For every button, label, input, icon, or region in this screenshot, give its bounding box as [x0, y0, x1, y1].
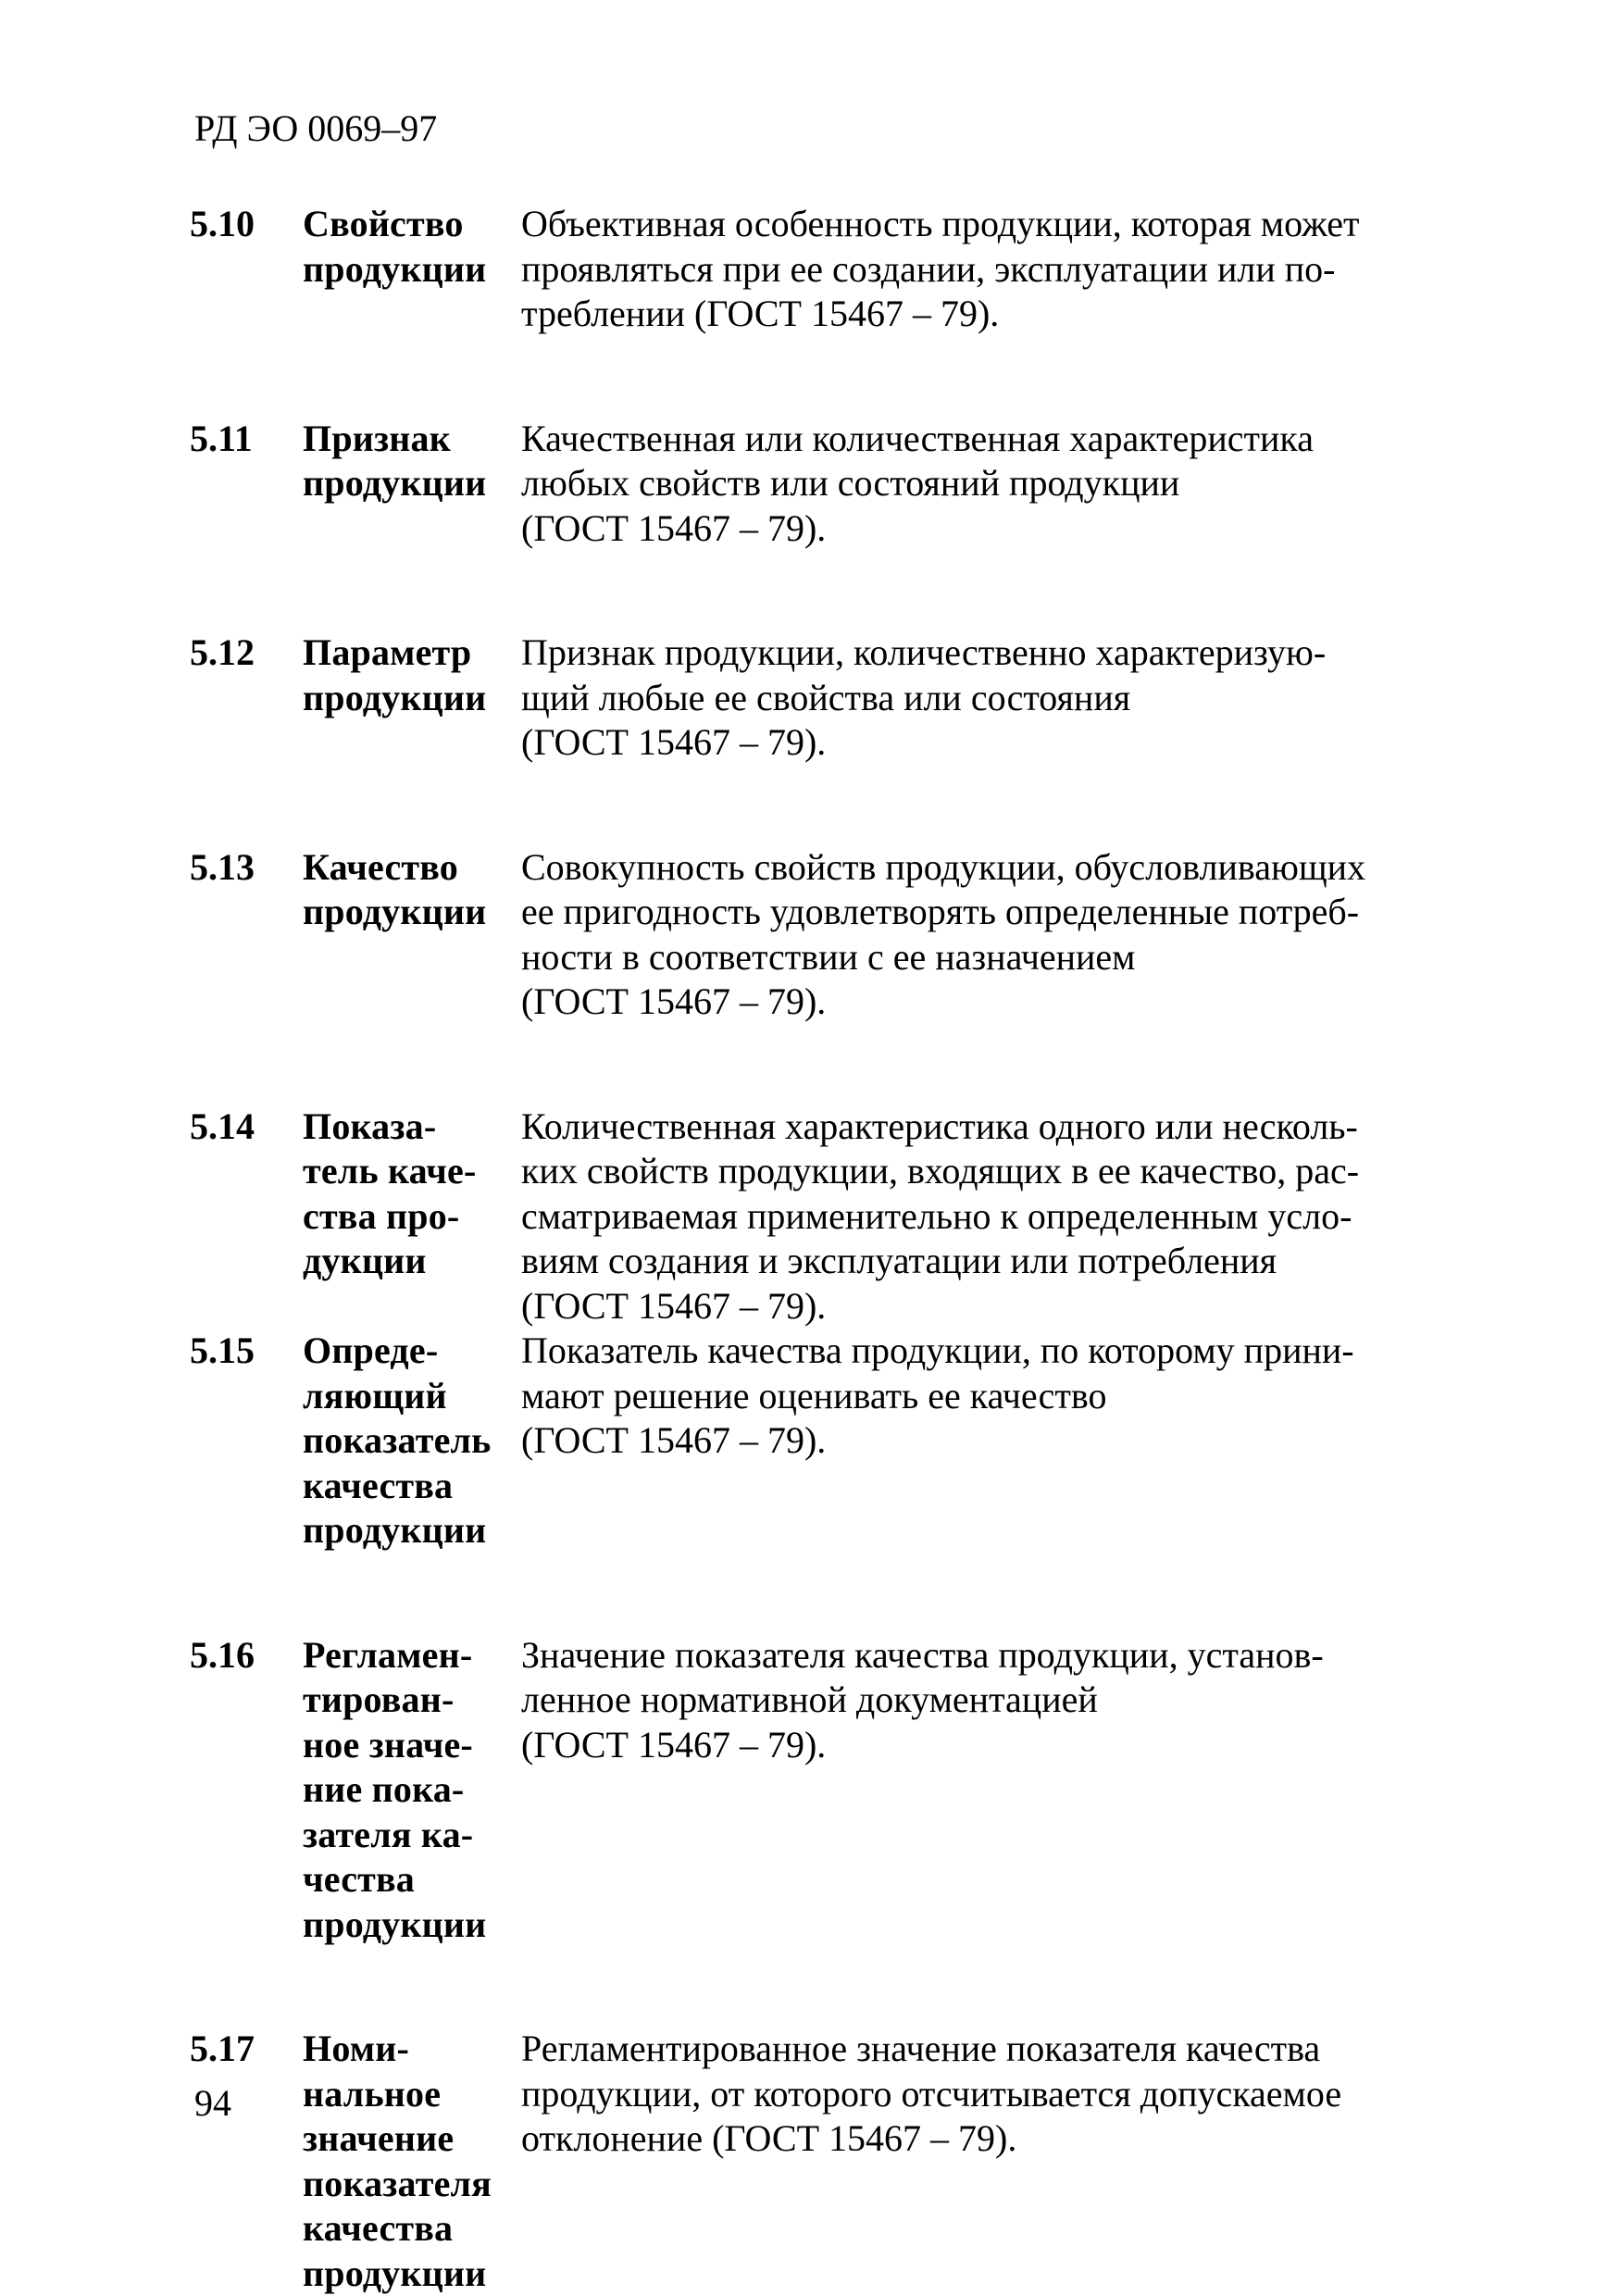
entry-term: Номи- нальное значение показателя качества продукции: [303, 2028, 492, 2294]
entry-term: Качество продукции: [303, 845, 487, 932]
document-code-header: РД ЭО 0069–97: [194, 107, 438, 149]
entry-definition: Значение показателя качества продукции, установ- ленное нормативной документацией (ГОСТ 15467 – 79).: [521, 1633, 1324, 1766]
entry-definition: Объективная особенность продукции, которая может проявляться при ее создании, эксплуатации или по- треблении (ГОСТ 15467 – 79).: [521, 203, 1360, 334]
entry-term: Свойство продукции: [303, 203, 487, 290]
entry-term: Опреде- ляющий показатель качества продукции: [303, 1329, 492, 1551]
entry-definition: Качественная или количественная характеристика любых свойств или состояний продукции (ГОСТ 15467 – 79).: [521, 417, 1315, 549]
terms-list: [190, 202, 1430, 2296]
term-entry-5-10: [190, 202, 1430, 337]
entry-definition: Признак продукции, количественно характеризую- щий любые ее свойства или состояния (ГОСТ 15467 – 79).: [521, 631, 1327, 763]
page-number: 94: [194, 2082, 231, 2124]
term-entry-5-11: [190, 417, 1430, 552]
entry-number: 5.15: [190, 1329, 255, 1371]
entry-term: Показа- тель каче- ства про- дукции: [303, 1104, 477, 1281]
entry-definition: Регламентированное значение показателя качества продукции, от которого отсчитывается допускаемое отклонение (ГОСТ 15467 – 79).: [521, 2028, 1342, 2159]
entry-number: 5.17: [190, 2028, 255, 2069]
entry-term: Регламен- тирован- ное значе- ние пока- зателя ка- чества продукции: [303, 1633, 487, 1945]
entry-term: Параметр продукции: [303, 631, 487, 718]
entry-number: 5.13: [190, 845, 255, 888]
entry-number: 5.10: [190, 203, 255, 244]
entry-number: 5.14: [190, 1104, 255, 1147]
entry-number: 5.12: [190, 631, 255, 673]
term-entry-5-14: [190, 1104, 1430, 1329]
term-entry-5-12: [190, 630, 1430, 766]
entry-definition: Показатель качества продукции, по которому прини- мают решение оценивать ее качество (ГОСТ 15467 – 79).: [521, 1329, 1354, 1461]
term-entry-5-17: [190, 2027, 1430, 2296]
term-entry-5-15: [190, 1329, 1430, 1554]
entry-number: 5.11: [190, 417, 253, 459]
term-entry-5-16: [190, 1633, 1430, 1948]
term-entry-5-13: [190, 845, 1430, 1025]
entry-number: 5.16: [190, 1633, 255, 1676]
entry-definition: Совокупность свойств продукции, обусловливающих ее пригодность удовлетворять определенные потреб- ности в соответствии с ее назначением (ГОСТ 15467 – 79).: [521, 845, 1366, 1022]
entry-term: Признак продукции: [303, 417, 487, 504]
entry-definition: Количественная характеристика одного или несколь- ких свойств продукции, входящих в ее качество, рас- сматриваемая применительно к определенным усло- виям создания и эксплуатации или потребления (ГОСТ 15467 – 79).: [521, 1104, 1360, 1327]
